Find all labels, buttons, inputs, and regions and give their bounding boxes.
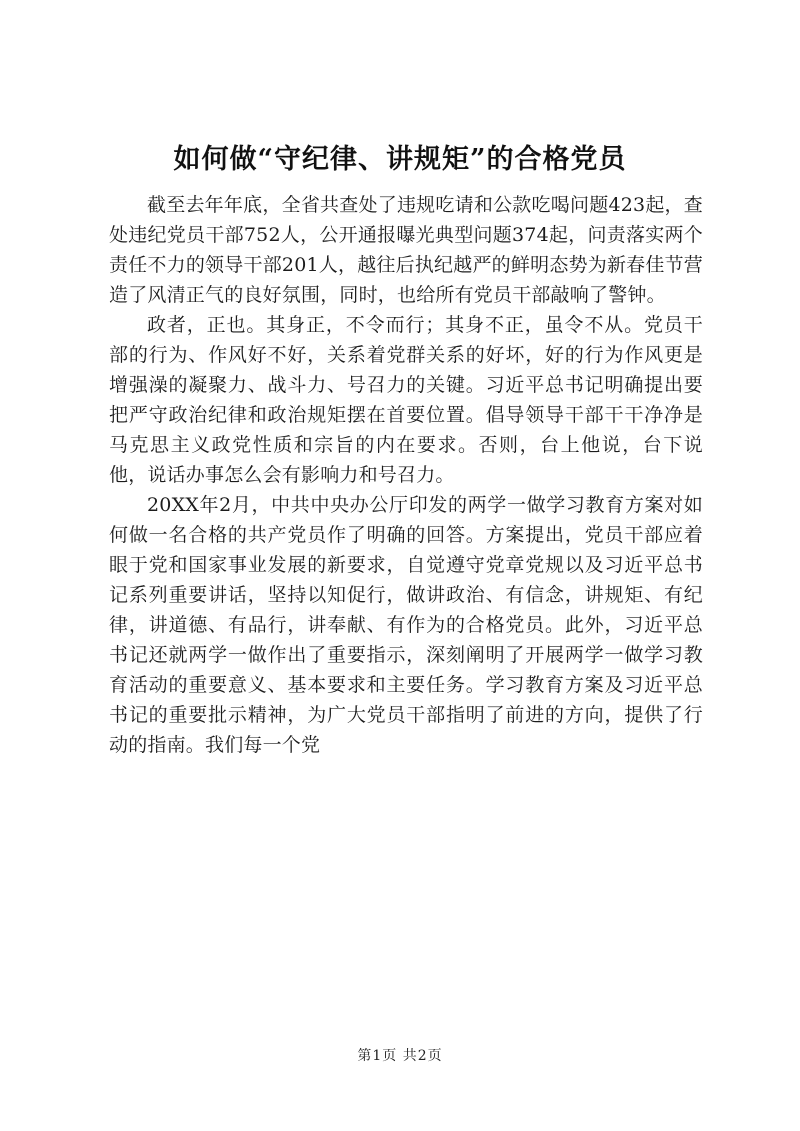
paragraph: 政者，正也。其身正，不令而行；其身不正，虽令不从。党员干部的行为、作风好不好，关系着党群关系的好坏，好的行为作风更是增强澡的凝聚力、战斗力、号召力的关键。习近平总书记明确提出要把严守政治纪律和政治规矩摆在首要位置。倡导领导干部干干净净是马克思主义政党性质和宗旨的内在要求。否则，台上他说，台下说他，说话办事怎么会有影响力和号召力。 (109, 314, 703, 486)
paragraph: 截至去年年底，全省共查处了违规吃请和公款吃喝问题423起，查处违纪党员干部752人，公开通报曝光典型问题374起，问责落实两个责任不力的领导干部201人，越往后执纪越严的鲜明态势为新春佳节营造了风清正气的良好氛围，同时，也给所有党员干部敲响了警钟。 (109, 194, 703, 306)
paragraph: 20XX年2月，中共中央办公厅印发的两学一做学习教育方案对如何做一名合格的共产党员作了明确的回答。方案提出，党员干部应着眼于党和国家事业发展的新要求，自觉遵守党章党规以及习近平总书记系列重要讲话，坚持以知促行，做讲政治、有信念，讲规矩、有纪律，讲道德、有品行，讲奉献、有作为的合格党员。此外，习近平总书记还就两学一做作出了重要指示，深刻阐明了开展两学一做学习教育活动的重要意义、基本要求和主要任务。学习教育方案及习近平总书记的重要批示精神，为广大党员干部指明了前进的方向，提供了行动的指南。我们每一个党 (109, 494, 703, 756)
page-number: 第1页 共2页 (357, 1048, 443, 1064)
document-title: 如何做“守纪律、讲规矩”的合格党员 (173, 144, 627, 175)
document-body (109, 190, 703, 760)
